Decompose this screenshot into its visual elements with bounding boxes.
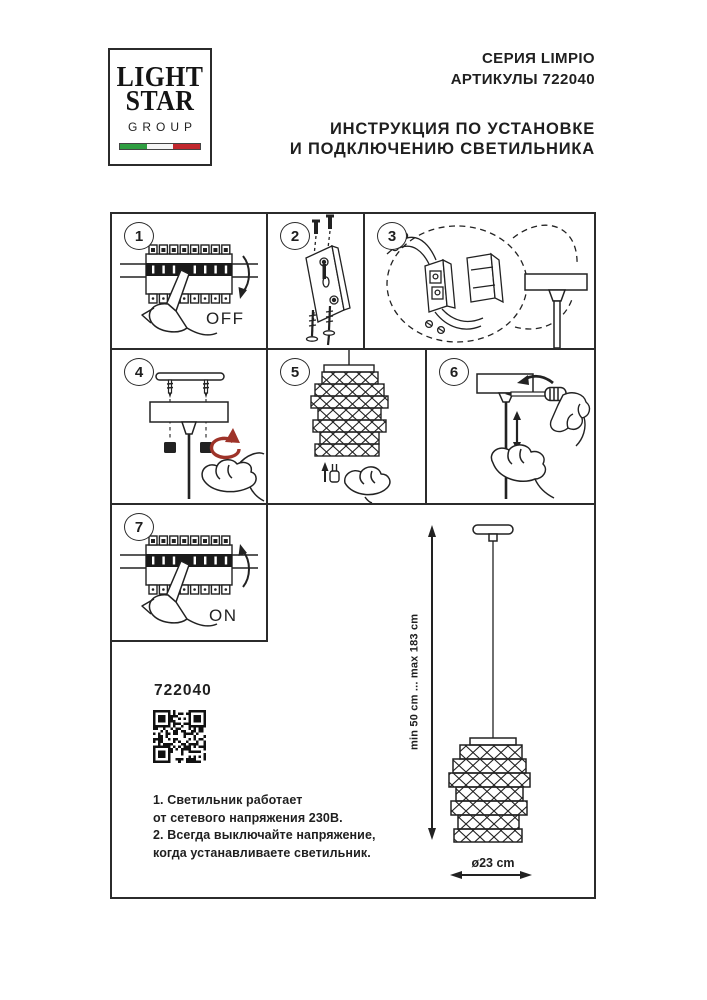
step-2-panel — [266, 212, 365, 350]
step-7-panel — [110, 503, 268, 642]
step-number: 2 — [280, 222, 310, 250]
note-line: от сетевого напряжения 230В. — [153, 810, 343, 825]
breaker-caps-top — [149, 245, 230, 254]
instruction-figure — [110, 212, 596, 899]
nut-left — [164, 442, 176, 453]
up-arrow-icon — [322, 462, 329, 482]
step-number: 4 — [124, 358, 154, 386]
series-name: СЕРИЯ LIMPIO — [481, 50, 595, 67]
note-line: 1. Светильник работает — [153, 793, 303, 807]
lightstar-logo — [108, 48, 212, 166]
series-block — [451, 48, 595, 90]
rotate-up-arrow-icon — [239, 544, 250, 587]
dimension-diagram — [410, 512, 596, 899]
italy-flag-icon — [119, 143, 201, 150]
fixture-wires — [426, 309, 483, 333]
logo-star: STAR — [125, 86, 195, 117]
step-6-panel — [425, 348, 596, 505]
hand-icon — [202, 453, 264, 501]
height-dimension-label: min 50 cm ... max 183 cm — [408, 613, 421, 750]
step-1-panel — [110, 212, 268, 350]
step-number: 7 — [124, 513, 154, 541]
hand-icon — [345, 467, 390, 503]
step-3-panel — [363, 212, 596, 350]
note-line: 2. Всегда выключайте напряжение, — [153, 828, 376, 842]
step-number: 1 — [124, 222, 154, 250]
article-numbers: АРТИКУЛЫ 722040 — [450, 71, 595, 88]
terminal-block — [425, 254, 503, 312]
diameter-dimension-label: ø23 cm — [471, 856, 515, 870]
pendant-lamp-drawing — [449, 525, 530, 842]
qr-code — [153, 710, 206, 763]
step-number: 3 — [377, 222, 407, 250]
screw-a — [307, 310, 318, 341]
step-4-panel — [110, 348, 268, 505]
step-5-panel — [266, 348, 427, 505]
logo-group: GROUP — [127, 120, 197, 134]
height-arrow-icon — [428, 525, 436, 840]
wall-anchors — [312, 215, 334, 235]
ceiling-canopy — [525, 274, 587, 348]
step-number: 5 — [280, 358, 310, 386]
rotate-arrow-icon — [211, 428, 240, 457]
screw-left — [167, 380, 173, 398]
safety-notes — [153, 792, 393, 862]
crystal-bands — [311, 372, 388, 456]
on-label: ON — [209, 606, 238, 625]
hand-lower-icon — [491, 445, 554, 498]
zoom-bubble — [387, 226, 527, 342]
diameter-arrow-icon — [450, 871, 532, 879]
screw-right — [203, 380, 209, 398]
article-number: 722040 — [154, 682, 212, 699]
breaker-caps-bottom — [149, 294, 230, 303]
page-title: ИНСТРУКЦИЯ ПО УСТАНОВКЕ И ПОДКЛЮЧЕНИЮ СВЕТИЛЬНИКА — [289, 120, 595, 158]
canopy-body — [150, 402, 228, 422]
note-line: когда устанавливаете светильник. — [153, 845, 371, 860]
step-number: 6 — [439, 358, 469, 386]
ceiling-plate — [156, 373, 224, 380]
off-label: OFF — [206, 309, 245, 328]
logo-light: LIGHT — [116, 62, 204, 93]
bulb-icon — [330, 464, 339, 482]
